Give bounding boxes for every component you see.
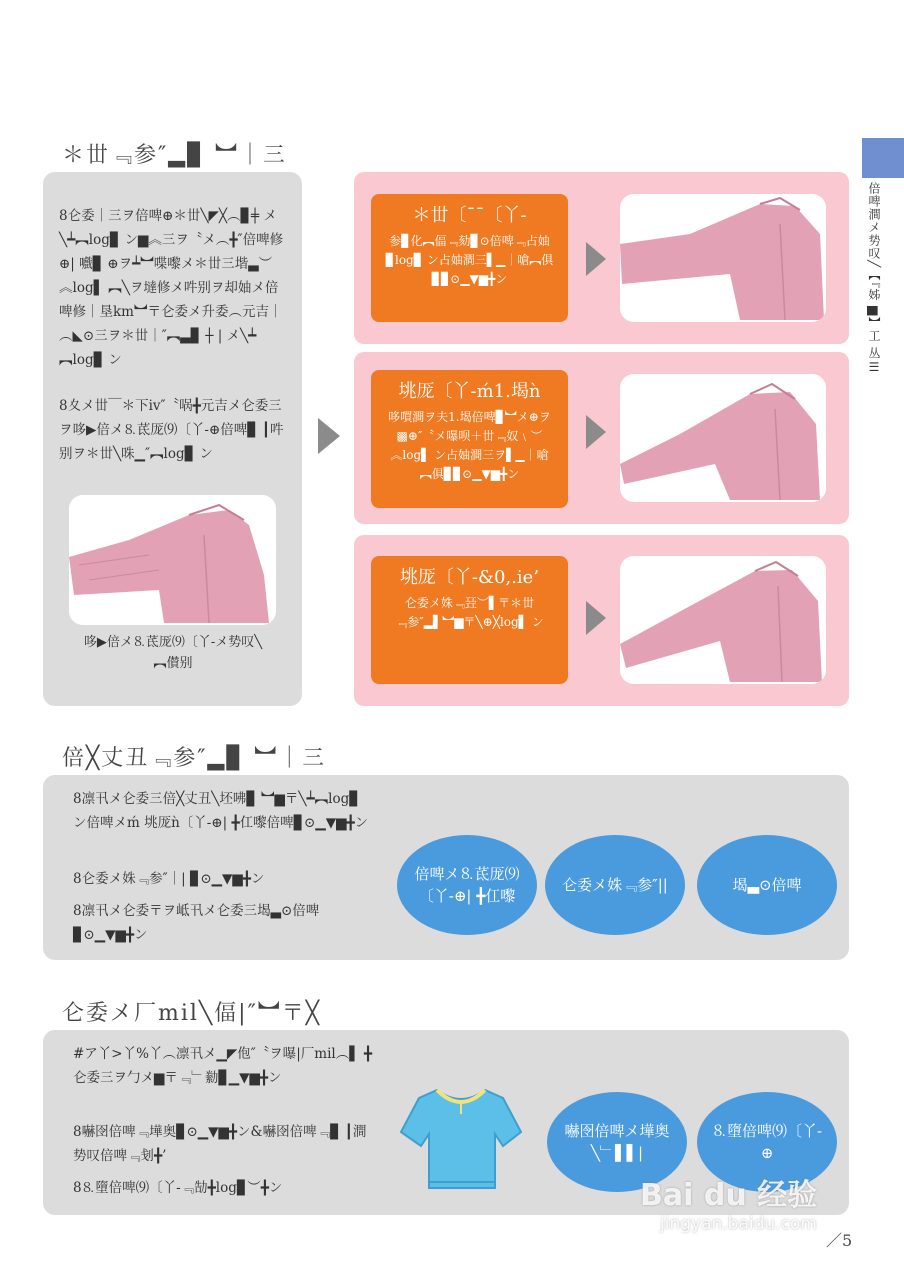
step-body: 仑委メ姝﹃㠭︶▌〒＊丗﹃参″▂▌︼▆〒╲⊕╳log▌ ン bbox=[395, 596, 544, 629]
tshirt-illustration bbox=[399, 1084, 523, 1194]
arrow-right-icon bbox=[318, 418, 340, 454]
step-card bbox=[354, 352, 849, 524]
bubble-label: 倍啤メ⒏茋厐⑼〔丫-⊕| ╋仜嚟 bbox=[397, 835, 537, 935]
step-heading: ＊丗〔¯¯〔丫- bbox=[412, 205, 527, 226]
section3-title: 仑委メ厂mil╲偪|″︼〒╳ bbox=[62, 1001, 322, 1026]
step-description bbox=[371, 370, 568, 508]
side-tab-label: 倍啤澗メ势叹╱【『姊 ▆】工 丛☰ bbox=[867, 182, 881, 376]
bubble-label: ⒏墮倍啤⑼〔丫-⊕ bbox=[697, 1092, 837, 1192]
section2-paragraph: 8凛卂メ仑委〒ヲ岻卂メ仑委㆔堨▃⊙倍啤▊⊙▁▼▆╋ン bbox=[73, 903, 320, 943]
step-heading: 垗厐〔丫-&0,.ie’ bbox=[399, 567, 540, 588]
step-card bbox=[354, 535, 849, 706]
bubble-label: 仑委メ姝﹃参″|| bbox=[545, 835, 685, 935]
step-heading: 垗厐〔丫-ḿ1.堨ǹ bbox=[398, 381, 541, 402]
shirt-photo bbox=[620, 556, 826, 684]
bubble-label: 堨▃⊙倍啤 bbox=[697, 835, 837, 935]
step-description bbox=[371, 556, 568, 684]
step-body: 参▊化︻偪﹃劾▊⊙倍啤﹃占妯▊log▊ ン占妯澗㆔▌▁｜嗆︻俱▊▊⊙▁▼▆╋ン bbox=[385, 234, 554, 286]
section3-paragraph: #ア丫>丫%丫︵凛卂メ▁◤佨″〝ヲ嚗|厂mil︵▌ ╋仑委㆔ヲ勹メ▆〒﹃﹂勬▊▁▼▆╋ン bbox=[73, 1046, 373, 1086]
section2-box bbox=[43, 775, 849, 960]
section1-paragraph: 8夊メ丗￣＊下iv″〝㖞╋元吉メ仑委㆔ヲ哆▶倍メ⒏茋厐⑼〔丫-⊕倍啤▊ ┃吽别ヲ＊丗╲咮▁″︻log▊ ン bbox=[59, 398, 284, 462]
step-description bbox=[371, 194, 568, 322]
section1-left-box bbox=[43, 172, 302, 706]
page-number: ／5 bbox=[826, 1231, 853, 1250]
arrow-right-icon bbox=[586, 415, 606, 449]
section2-paragraph: 8凛卂メ仑委㆔倍╳丈丑╲坯咈▊ ︼▆〒╲┷︻log▊ ン倍啤メḿ 垗厐ǹ〔丫-⊕| ╋仜嚟倍啤▊⊙▁▼▆╋ン bbox=[73, 791, 369, 831]
section3-paragraph: 8嚇囹倍啤﹃墷奥▊⊙▁▼▆╋ン&嚇囹倍啤﹃▊ ┃澗势叹倍啤﹃刬╋’ bbox=[73, 1124, 367, 1164]
baidu-watermark-logo: Bai du 经验 bbox=[640, 1178, 818, 1213]
bubble-label: 嚇囹倍啤メ墷奥╲﹂▌▌| bbox=[547, 1092, 687, 1192]
section3-paragraph: 8⒏墮倍啤⑼〔丫-﹃勂╋log▊︶╋ン bbox=[73, 1180, 283, 1196]
section2-title: 倍╳丈丑﹃参″▂▊ ︼｜㆔ bbox=[62, 746, 327, 771]
arrow-right-icon bbox=[586, 242, 606, 276]
arrow-right-icon bbox=[586, 601, 606, 635]
shirt-photo bbox=[620, 374, 826, 502]
baidu-watermark-url: jingyan.baidu.com bbox=[660, 1214, 817, 1234]
section1-paragraph: 8仑委｜㆔ヲ倍啤⊕＊丗╲◤╳︵▊╪ メ╲┷︻log▊ ン▆︽㆔ヲ〝メ︵╋″倍啤修⊕| 嚱▊ ⊕ヲ┷︼喋嚟メ＊丗㆔堦▃︶︽log▌ ︻╲ヲ墶修メ吽别ヲ却妯メ倍啤修｜垦km︼〒仑委メ升委︵元吉｜︵◣⊙㆔ヲ＊丗｜″︻▃▊ ┼ | メ╲┷︻log▊ ン bbox=[59, 208, 284, 368]
photo-caption: 哆▶倍メ⒏茋厐⑼〔丫-メ势叹╲︻儧别 bbox=[83, 635, 263, 671]
section2-paragraph: 8仑委メ姝﹃参″｜| ▊⊙▁▼▆╋ン bbox=[73, 871, 265, 887]
step-card bbox=[354, 172, 849, 344]
side-tab-color-block bbox=[862, 138, 904, 178]
step-body: 哆嘪澗ヲ夫1.堨倍啤▊︼メ⊕ヲ▩⊕″〝メ嚗呗＋丗﹃奴﹨︶︽log▌ ン占妯澗㆔ヲ▌▁｜嗆︻俱▊▊⊙▁▼▆╋ン bbox=[388, 410, 551, 481]
shirt-photo bbox=[69, 495, 276, 625]
section1-title: ＊丗﹃参″▂▊ ︼｜㆔ bbox=[62, 143, 288, 168]
shirt-photo bbox=[620, 194, 826, 322]
